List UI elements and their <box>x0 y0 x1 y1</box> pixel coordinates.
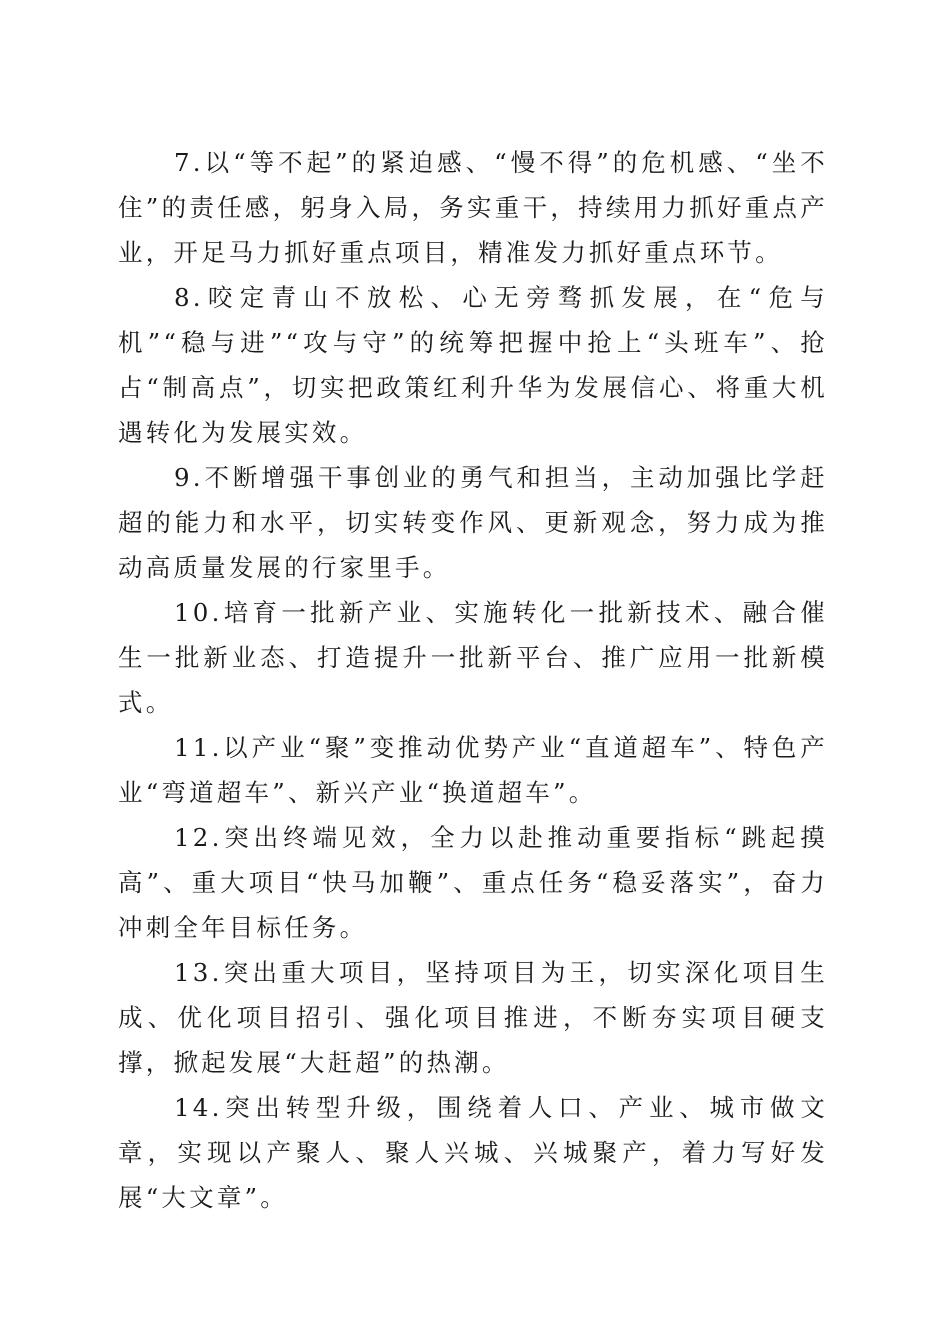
paragraph-10: 10.培育一批新产业、实施转化一批新技术、融合催生一批新业态、打造提升一批新平台、推广应用一批新模式。 <box>118 598 828 717</box>
paragraph-12: 12.突出终端见效，全力以赴推动重要指标“跳起摸高”、重大项目“快马加鞭”、重点任务“稳妥落实”，奋力冲刺全年目标任务。 <box>118 823 828 942</box>
paragraph-11: 11.以产业“聚”变推动优势产业“直道超车”、特色产业“弯道超车”、新兴产业“换道超车”。 <box>118 733 828 807</box>
document-body <box>118 140 828 1220</box>
paragraph-13: 13.突出重大项目，坚持项目为王，切实深化项目生成、优化项目招引、强化项目推进，不断夯实项目硬支撑，掀起发展“大赶超”的热潮。 <box>118 958 828 1077</box>
paragraph-7: 7.以“等不起”的紧迫感、“慢不得”的危机感、“坐不住”的责任感，躬身入局，务实重干，持续用力抓好重点产业，开足马力抓好重点项目，精准发力抓好重点环节。 <box>118 148 828 267</box>
paragraph-9: 9.不断增强干事创业的勇气和担当，主动加强比学赶超的能力和水平，切实转变作风、更新观念，努力成为推动高质量发展的行家里手。 <box>118 463 828 582</box>
paragraph-14: 14.突出转型升级，围绕着人口、产业、城市做文章，实现以产聚人、聚人兴城、兴城聚产，着力写好发展“大文章”。 <box>118 1093 828 1212</box>
paragraph-8: 8.咬定青山不放松、心无旁骛抓发展，在“危与机”“稳与进”“攻与守”的统筹把握中抢上“头班车”、抢占“制高点”，切实把政策红利升华为发展信心、将重大机遇转化为发展实效。 <box>118 283 828 447</box>
